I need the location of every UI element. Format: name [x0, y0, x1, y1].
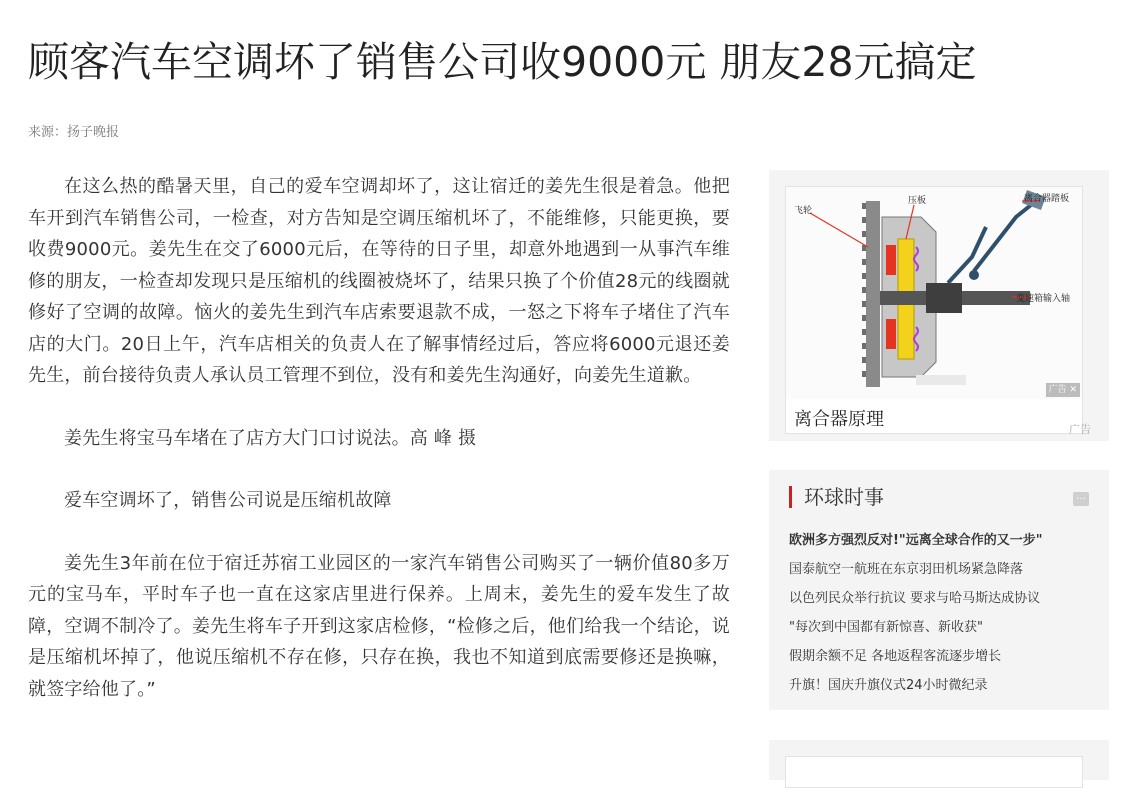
- article-subheading: 爱车空调坏了，销售公司说是压缩机故障: [64, 490, 392, 511]
- clutch-diagram: [786, 187, 1082, 399]
- article-title: 顾客汽车空调坏了销售公司收9000元 朋友28元搞定: [28, 38, 977, 86]
- ad-label: 广告: [1069, 423, 1091, 436]
- ad-card[interactable]: [785, 186, 1083, 434]
- ad-caption[interactable]: 离合器原理: [794, 409, 884, 430]
- sidebar-card: [785, 756, 1083, 788]
- diagram-label-pressure-plate: 压板: [908, 196, 927, 206]
- clutch-diagram-image[interactable]: [786, 187, 1082, 399]
- diagram-label-clutch-pedal: 离合器踏板: [1024, 194, 1070, 204]
- ad-box: [769, 170, 1109, 441]
- news-item[interactable]: 假期余额不足 各地返程客流逐步增长: [789, 649, 1002, 664]
- diagram-label-input-shaft: 变速箱输入轴: [1016, 294, 1071, 304]
- news-item[interactable]: 以色列民众举行抗议 要求与哈马斯达成协议: [789, 591, 1041, 606]
- news-item[interactable]: 国泰航空一航班在东京羽田机场紧急降落: [789, 562, 1024, 577]
- diagram-label-flywheel: 飞轮: [794, 206, 813, 216]
- news-item[interactable]: 欧洲多方强烈反对!"远离全球合作的又一步": [789, 533, 1043, 548]
- news-box: [769, 470, 1109, 710]
- sidebar-box: [769, 740, 1109, 780]
- article-source: 来源：扬子晚报: [28, 125, 120, 140]
- news-list: [789, 526, 1042, 700]
- article-paragraph: 在这么热的酷暑天里，自己的爱车空调却坏了，这让宿迁的姜先生很是着急。他把车开到汽车销售公司，一检查，对方告知是空调压缩机坏了，不能维修，只能更换，要收费9000元。姜先生在交了6000元后，在等待的日子里，却意外地遇到一从事汽车维修的朋友，一检查却发现只是压缩机的线圈被烧坏了，结果只换了个价值28元的线圈就修好了空调的故障。恼火的姜先生到汽车店索要退款不成，一怒之下将车子堵住了汽车店的大门。20日上午，汽车店相关的负责人在了解事情经过后，答应将6000元退还姜先生，前台接待负责人承认员工管理不到位，没有和姜先生沟通好，向姜先生道歉。: [28, 176, 730, 386]
- article-body: [28, 171, 730, 705]
- ad-close-button[interactable]: 广告 ✕: [1046, 383, 1080, 397]
- photo-caption: 姜先生将宝马车堵在了店方大门口讨说法。高 峰 摄: [64, 427, 477, 449]
- article-paragraph: 姜先生3年前在位于宿迁苏宿工业园区的一家汽车销售公司购买了一辆价值80多万元的宝马车，平时车子也一直在这家店里进行保养。上周末，姜先生的爱车发生了故障，空调不制冷了。姜先生将车子开到这家店检修，“检修之后，他们给我一个结论，说是压缩机坏掉了，他说压缩机不存在修，只存在换，我也不知道到底需要修还是换嘛，就签字给他了。”: [28, 552, 730, 700]
- news-item[interactable]: "每次到中国都有新惊喜、新收获": [789, 620, 983, 635]
- more-icon[interactable]: …: [1073, 492, 1089, 506]
- news-item[interactable]: 升旗！国庆升旗仪式24小时微纪录: [789, 678, 988, 693]
- news-section-title: 环球时事: [789, 486, 884, 508]
